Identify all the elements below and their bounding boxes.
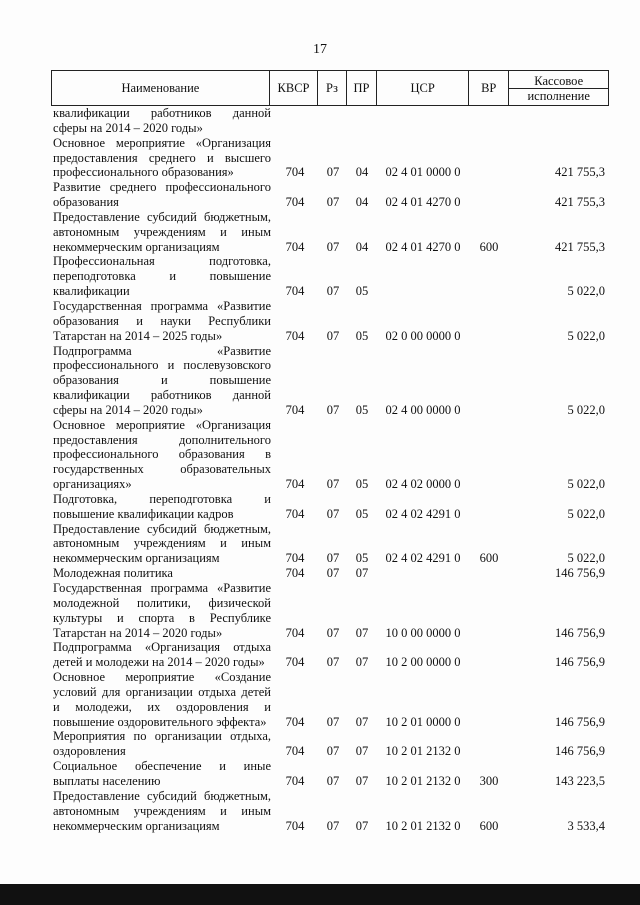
row-rz: 07 (326, 625, 340, 640)
row-rz: 07 (326, 165, 340, 180)
row-name: Основное мероприятие «Организация предоставления среднего и высшего профессионального образования» (53, 135, 271, 180)
row-kvsr: 704 (285, 165, 305, 180)
row-csr: 02 4 02 4291 0 (385, 506, 461, 521)
row-kvsr: 704 (285, 773, 305, 788)
row-amount: 421 755,3 (555, 195, 605, 210)
scan-bottom-edge (0, 884, 640, 905)
row-name: Государственная программа «Развитие молодежной политики, физической культуры и спорта в Республике Татарстан на 2014 – 2020 годы» (53, 581, 271, 640)
row-csr: 10 2 01 2132 0 (385, 818, 461, 833)
header-pr: ПР (347, 71, 378, 105)
row-name: Подпрограмма «Организация отдыха детей и молодежи на 2014 – 2020 годы» (53, 640, 271, 670)
table-row (51, 729, 609, 759)
row-csr: 02 4 00 0000 0 (385, 402, 461, 417)
row-kvsr: 704 (285, 239, 305, 254)
row-pr: 05 (355, 284, 369, 299)
row-name: Подпрограмма «Развитие профессионального и послевузовского образования и повышение квалификации работников данной сферы на 2014 – 2020 годы» (53, 343, 271, 417)
row-name: Государственная программа «Развитие образования и науки Республики Татарстан на 2014 – 2025 годы» (53, 298, 271, 343)
row-pr: 07 (355, 714, 369, 729)
row-kvsr: 704 (285, 744, 305, 759)
row-csr: 02 4 01 4270 0 (385, 195, 461, 210)
row-csr: 10 2 01 2132 0 (385, 773, 461, 788)
row-amount: 5 022,0 (567, 506, 605, 521)
row-amount: 146 756,9 (555, 714, 605, 729)
row-kvsr: 704 (285, 714, 305, 729)
header-kassovoe-ispolnenie (509, 71, 608, 105)
row-kvsr: 704 (285, 284, 305, 299)
row-kvsr: 704 (285, 566, 305, 581)
row-amount: 146 756,9 (555, 566, 605, 581)
row-name: Развитие среднего профессионального образования (53, 180, 271, 210)
table-body (51, 106, 609, 833)
row-amount: 146 756,9 (555, 655, 605, 670)
row-csr: 02 0 00 0000 0 (385, 328, 461, 343)
row-amount: 146 756,9 (555, 625, 605, 640)
row-csr: 02 4 02 4291 0 (385, 551, 461, 566)
table-row (51, 299, 609, 344)
row-kvsr: 704 (285, 655, 305, 670)
row-kvsr: 704 (285, 477, 305, 492)
row-pr: 05 (355, 402, 369, 417)
row-pr: 05 (355, 477, 369, 492)
table-row (51, 136, 609, 181)
table-header (51, 70, 609, 106)
row-rz: 07 (326, 328, 340, 343)
row-name: Предоставление субсидий бюджетным, автономным учреждениям и иным некоммерческим организациям (53, 788, 271, 833)
table-row (51, 789, 609, 834)
row-kvsr: 704 (285, 625, 305, 640)
table-row (51, 492, 609, 522)
row-vr: 600 (479, 239, 499, 254)
row-rz: 07 (326, 744, 340, 759)
row-csr: 10 2 01 2132 0 (385, 744, 461, 759)
row-vr: 600 (479, 818, 499, 833)
row-amount: 3 533,4 (567, 818, 605, 833)
row-csr: 10 0 00 0000 0 (385, 625, 461, 640)
header-csr: ЦСР (377, 71, 469, 105)
row-kvsr: 704 (285, 506, 305, 521)
row-name: Молодежная политика (53, 566, 173, 581)
row-rz: 07 (326, 506, 340, 521)
row-pr: 04 (355, 239, 369, 254)
row-rz: 07 (326, 284, 340, 299)
table-row (51, 670, 609, 729)
row-name: Профессиональная подготовка, переподготовка и повышение квалификации (53, 254, 271, 299)
table-row (51, 418, 609, 492)
budget-table (51, 70, 609, 833)
table-row (51, 254, 609, 299)
row-csr: 02 4 02 0000 0 (385, 477, 461, 492)
row-name: Подготовка, переподготовка и повышение квалификации кадров (53, 491, 271, 521)
row-csr: 02 4 01 4270 0 (385, 239, 461, 254)
row-rz: 07 (326, 566, 340, 581)
row-amount: 5 022,0 (567, 477, 605, 492)
table-row (51, 759, 609, 789)
row-name: Мероприятия по организации отдыха, оздоровления (53, 729, 271, 759)
header-name: Наименование (52, 71, 270, 105)
table-row (51, 640, 609, 670)
row-pr: 07 (355, 566, 369, 581)
row-kvsr: 704 (285, 328, 305, 343)
row-pr: 07 (355, 744, 369, 759)
row-pr: 04 (355, 195, 369, 210)
row-csr: 10 2 01 0000 0 (385, 714, 461, 729)
row-kvsr: 704 (285, 551, 305, 566)
row-csr: 02 4 01 0000 0 (385, 165, 461, 180)
row-rz: 07 (326, 477, 340, 492)
row-pr: 05 (355, 506, 369, 521)
header-kass-line1: Кассовое (509, 74, 608, 89)
row-amount: 421 755,3 (555, 239, 605, 254)
row-vr: 600 (479, 551, 499, 566)
row-amount: 146 756,9 (555, 744, 605, 759)
row-pr: 07 (355, 818, 369, 833)
header-kvsr: КВСР (270, 71, 318, 105)
row-pr: 07 (355, 655, 369, 670)
row-vr: 300 (479, 773, 499, 788)
row-kvsr: 704 (285, 195, 305, 210)
header-kass-line2: исполнение (527, 88, 590, 103)
row-name: Основное мероприятие «Создание условий для организации отдыха детей и молодежи, их оздоровления и повышение оздоровительного эффекта» (53, 670, 271, 729)
row-pr: 04 (355, 165, 369, 180)
row-name: квалификации работников данной сферы на 2014 – 2020 годы» (53, 106, 271, 135)
row-pr: 05 (355, 551, 369, 566)
table-row (51, 522, 609, 567)
table-row (51, 344, 609, 418)
row-name: Предоставление субсидий бюджетным, автономным учреждениям и иным некоммерческим организациям (53, 521, 271, 566)
table-row (51, 106, 609, 136)
row-pr: 05 (355, 328, 369, 343)
table-row (51, 180, 609, 210)
row-name: Основное мероприятие «Организация предоставления дополнительного профессионального образования в государственных образовательных организациях» (53, 417, 271, 492)
row-pr: 07 (355, 773, 369, 788)
row-amount: 5 022,0 (567, 328, 605, 343)
page-number: 17 (313, 42, 327, 57)
row-rz: 07 (326, 655, 340, 670)
table-row (51, 581, 609, 640)
row-kvsr: 704 (285, 818, 305, 833)
table-row (51, 210, 609, 255)
row-amount: 5 022,0 (567, 284, 605, 299)
row-rz: 07 (326, 402, 340, 417)
row-rz: 07 (326, 551, 340, 566)
row-rz: 07 (326, 239, 340, 254)
row-rz: 07 (326, 714, 340, 729)
row-name: Предоставление субсидий бюджетным, автономным учреждениям и иным некоммерческим организациям (53, 209, 271, 254)
header-vr: ВР (469, 71, 509, 105)
row-rz: 07 (326, 195, 340, 210)
row-amount: 143 223,5 (555, 773, 605, 788)
row-csr: 10 2 00 0000 0 (385, 655, 461, 670)
row-pr: 07 (355, 625, 369, 640)
row-kvsr: 704 (285, 402, 305, 417)
row-rz: 07 (326, 818, 340, 833)
row-rz: 07 (326, 773, 340, 788)
row-amount: 5 022,0 (567, 402, 605, 417)
table-row (51, 566, 609, 581)
row-name: Социальное обеспечение и иные выплаты населению (53, 759, 271, 788)
row-amount: 421 755,3 (555, 165, 605, 180)
header-rz: Рз (318, 71, 347, 105)
row-amount: 5 022,0 (567, 551, 605, 566)
